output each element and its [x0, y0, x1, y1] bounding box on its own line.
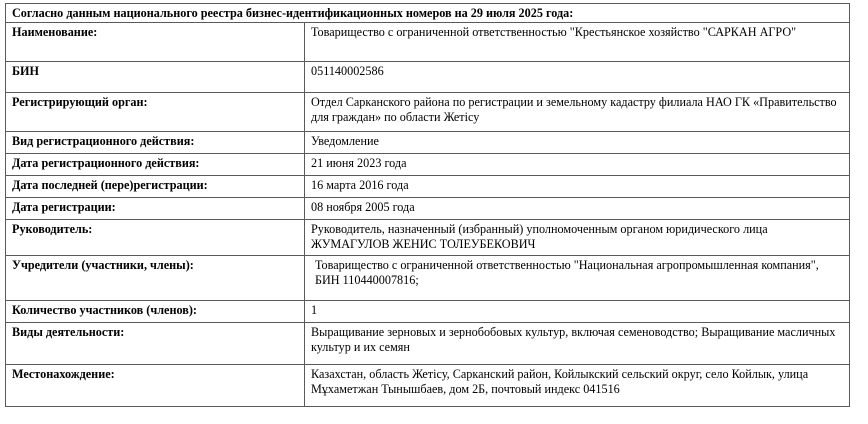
table-row-registering-authority — [6, 93, 850, 132]
registry-table — [5, 3, 850, 407]
table-row-bin — [6, 62, 850, 93]
head-value: Руководитель, назначенный (избранный) уполномоченным органом юридического лица ЖУМАГУЛОВ ЖЕНИС ТОЛЕУБЕКОВИЧ — [305, 220, 850, 256]
registration-date-label: Дата регистрации: — [6, 198, 305, 220]
action-date-value: 21 июня 2023 года — [305, 154, 850, 176]
members-count-label: Количество участников (членов): — [6, 301, 305, 323]
name-label: Наименование: — [6, 23, 305, 62]
header-row — [6, 4, 850, 23]
table-row-registration-date — [6, 198, 850, 220]
action-type-label: Вид регистрационного действия: — [6, 132, 305, 154]
table-row-name — [6, 23, 850, 62]
head-label: Руководитель: — [6, 220, 305, 256]
action-type-value: Уведомление — [305, 132, 850, 154]
table-row-action-type — [6, 132, 850, 154]
bin-label: БИН — [6, 62, 305, 93]
location-label: Местонахождение: — [6, 365, 305, 407]
table-row-activities — [6, 323, 850, 365]
registering-authority-label: Регистрирующий орган: — [6, 93, 305, 132]
table-row-members-count — [6, 301, 850, 323]
action-date-label: Дата регистрационного действия: — [6, 154, 305, 176]
table-row-location — [6, 365, 850, 407]
location-value: Казахстан, область Жетісу, Сарканский район, Койлыкский сельский округ, село Койлык, улица Мұхаметжан Тынышбаев, дом 2Б, почтовый индекс 041516 — [305, 365, 850, 407]
table-row-last-registration — [6, 176, 850, 198]
founders-value: Товарищество с ограниченной ответственностью "Национальная агропромышленная компания", БИН 110440007816; — [305, 256, 850, 301]
members-count-value: 1 — [305, 301, 850, 323]
last-registration-value: 16 марта 2016 года — [305, 176, 850, 198]
bin-value: 051140002586 — [305, 62, 850, 93]
table-row-head — [6, 220, 850, 256]
registering-authority-value: Отдел Сарканского района по регистрации и земельному кадастру филиала НАО ГК «Правительство для граждан» по области Жетісу — [305, 93, 850, 132]
last-registration-label: Дата последней (пере)регистрации: — [6, 176, 305, 198]
table-row-founders — [6, 256, 850, 301]
table-row-action-date — [6, 154, 850, 176]
registry-header: Согласно данным национального реестра бизнес-идентификационных номеров на 29 июля 2025 года: — [6, 4, 850, 23]
registration-date-value: 08 ноября 2005 года — [305, 198, 850, 220]
name-value: Товарищество с ограниченной ответственностью "Крестьянское хозяйство "САРКАН АГРО" — [305, 23, 850, 62]
founders-label: Учредители (участники, члены): — [6, 256, 305, 301]
activities-value: Выращивание зерновых и зернобобовых культур, включая семеноводство; Выращивание масличных культур и их семян — [305, 323, 850, 365]
activities-label: Виды деятельности: — [6, 323, 305, 365]
